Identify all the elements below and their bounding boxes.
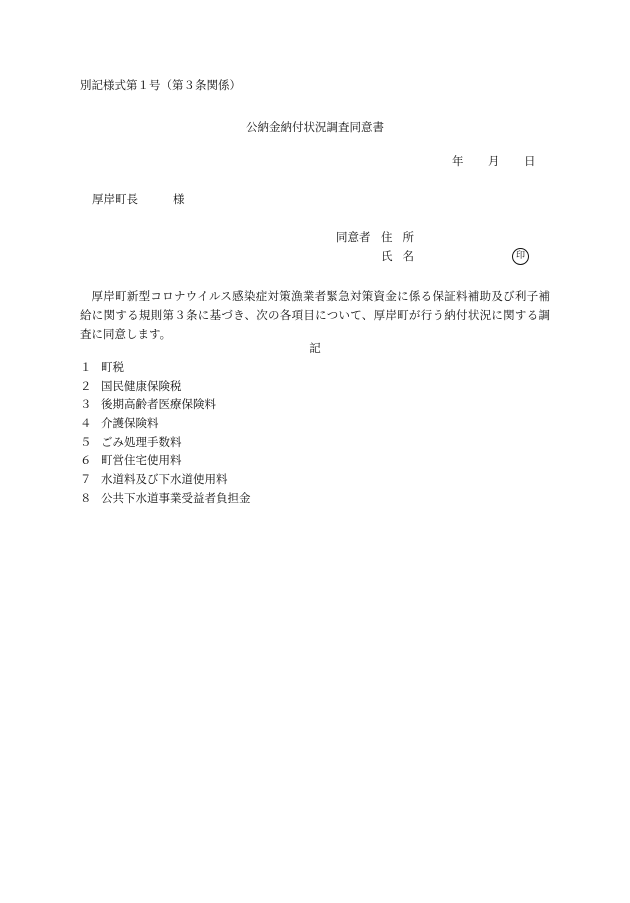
item-number: ６ (80, 453, 92, 468)
item-number: ５ (80, 434, 92, 449)
list-item (80, 490, 251, 512)
list-item (80, 362, 251, 381)
item-number: ４ (80, 416, 92, 431)
consenter-label: 同意者 (336, 230, 371, 244)
item-number: ７ (80, 472, 92, 487)
date-year-label: 年 (452, 154, 464, 168)
form-label: 別記様式第１号（第３条関係） (80, 78, 241, 92)
item-number: ３ (80, 397, 92, 412)
item-label: 介護保険料 (101, 416, 159, 431)
consent-statement: 厚岸町新型コロナウイルス感染症対策漁業者緊急対策資金に係る保証料補助及び利子補給に関する規則第３条に基づき、次の各項目について、厚岸町が行う納付状況に関する調査に同意します。 (80, 289, 550, 341)
item-label: 水道料及び下水道使用料 (101, 472, 228, 487)
item-label: 町営住宅使用料 (101, 453, 182, 468)
item-label: 公共下水道事業受益者負担金 (101, 490, 251, 505)
item-number: ２ (80, 378, 92, 393)
item-label: 国民健康保険税 (101, 378, 182, 393)
date-day-label: 日 (524, 154, 536, 168)
addressee-honorific: 様 (173, 192, 185, 206)
item-number: １ (80, 360, 92, 374)
item-label: 後期高齢者医療保険料 (101, 397, 216, 412)
date-month-label: 月 (488, 154, 500, 168)
list-item (80, 418, 251, 437)
item-number: ８ (80, 490, 92, 505)
item-label: 町税 (101, 360, 124, 374)
document-title: 公納金納付状況調査同意書 (246, 120, 384, 134)
item-list (80, 362, 251, 512)
seal-mark: 印 (512, 248, 529, 265)
addressee: 厚岸町長 (92, 192, 138, 206)
list-item (80, 474, 251, 493)
name-label: 氏名 (381, 249, 424, 263)
address-label: 住所 (381, 230, 424, 244)
ki-heading: 記 (309, 341, 321, 355)
item-label: ごみ処理手数料 (101, 434, 182, 449)
